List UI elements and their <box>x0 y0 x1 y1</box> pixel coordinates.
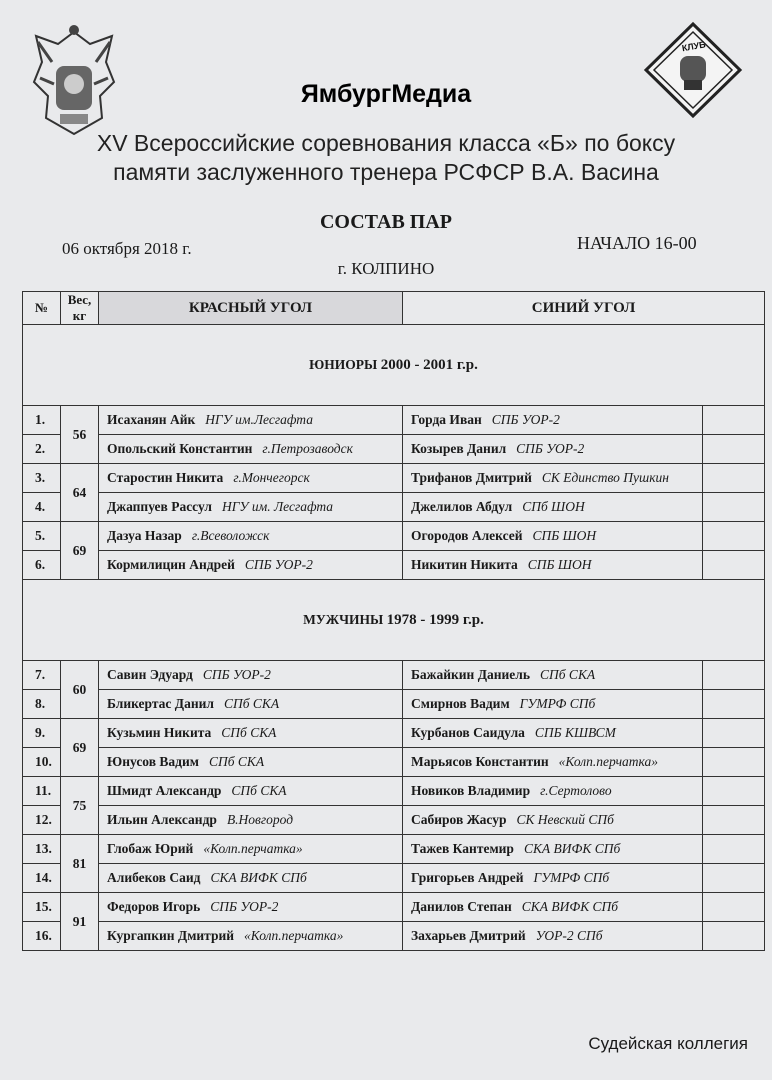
red-corner-boxer <box>99 806 403 835</box>
blue-boxer-club: СПб СКА <box>540 667 596 682</box>
red-boxer-name: Кургапкин Дмитрий <box>107 928 235 943</box>
pair-number: 1. <box>23 406 61 435</box>
weight-class: 69 <box>61 522 99 580</box>
header-weight-unit: кг <box>72 308 87 323</box>
blue-boxer-club: СПб ШОН <box>522 499 585 514</box>
red-boxer-name: Федоров Игорь <box>107 899 201 914</box>
category-title <box>23 325 765 406</box>
blue-boxer-club: СПБ ШОН <box>532 528 597 543</box>
red-boxer-club: СПб СКА <box>223 696 280 711</box>
blue-boxer-name: Григорьев Андрей <box>411 870 524 885</box>
pair-number: 10. <box>23 748 61 777</box>
result-cell <box>703 661 765 690</box>
weight-class: 69 <box>61 719 99 777</box>
red-corner-boxer <box>99 777 403 806</box>
blue-boxer-name: Смирнов Вадим <box>411 696 510 711</box>
category-row <box>23 325 765 406</box>
red-boxer-name: Юнусов Вадим <box>107 754 199 769</box>
blue-boxer-club: СПБ КШВСМ <box>534 725 616 740</box>
pair-number: 15. <box>23 893 61 922</box>
pair-number: 4. <box>23 493 61 522</box>
judges-signature-label: Судейская коллегия <box>588 1034 748 1053</box>
red-boxer-club: СПб СКА <box>231 783 287 798</box>
blue-boxer-name: Огородов Алексей <box>411 528 523 543</box>
result-cell <box>703 522 765 551</box>
red-corner-boxer <box>99 493 403 522</box>
table-row <box>23 719 765 748</box>
header-number: № <box>23 292 61 325</box>
red-corner-boxer <box>99 435 403 464</box>
blue-boxer-club: СПБ ШОН <box>527 557 592 572</box>
category-name: МУЖЧИНЫ <box>303 611 384 627</box>
red-corner-boxer <box>99 922 403 951</box>
result-cell <box>703 748 765 777</box>
start-time: НАЧАЛО 16-00 <box>577 233 697 253</box>
result-cell <box>703 435 765 464</box>
header-red-corner: КРАСНЫЙ УГОЛ <box>99 292 403 325</box>
red-boxer-club: НГУ им.Лесгафта <box>205 412 313 427</box>
pair-number: 2. <box>23 435 61 464</box>
red-boxer-name: Дазуа Назар <box>107 528 182 543</box>
red-boxer-club: СПб СКА <box>221 725 277 740</box>
table-row <box>23 893 765 922</box>
table-row <box>23 661 765 690</box>
category-years: 1978 - 1999 г.р. <box>386 611 484 628</box>
red-corner-boxer <box>99 406 403 435</box>
blue-boxer-club: СПБ УОР-2 <box>516 441 585 456</box>
blue-boxer-name: Горда Иван <box>411 412 482 427</box>
red-boxer-club: «Колп.перчатка» <box>203 841 303 856</box>
table-row <box>23 551 765 580</box>
red-boxer-club: «Колп.перчатка» <box>244 928 344 943</box>
table-row <box>23 864 765 893</box>
result-cell <box>703 835 765 864</box>
blue-boxer-name: Тажев Кантемир <box>411 841 514 856</box>
blue-corner-boxer <box>403 406 703 435</box>
event-title-line-1: XV Всероссийские соревнования класса «Б» по боксу <box>96 130 676 156</box>
red-boxer-club: НГУ им. Лесгафта <box>222 499 334 514</box>
blue-corner-boxer <box>403 719 703 748</box>
red-boxer-name: Старостин Никита <box>107 470 224 485</box>
table-row <box>23 777 765 806</box>
table-row <box>23 806 765 835</box>
result-cell <box>703 406 765 435</box>
weight-class: 64 <box>61 464 99 522</box>
pair-number: 5. <box>23 522 61 551</box>
blue-boxer-name: Новиков Владимир <box>411 783 531 798</box>
blue-corner-boxer <box>403 551 703 580</box>
red-corner-boxer <box>99 864 403 893</box>
pair-number: 9. <box>23 719 61 748</box>
red-corner-boxer <box>99 719 403 748</box>
header-blue-corner: СИНИЙ УГОЛ <box>403 292 765 325</box>
blue-boxer-club: г.Сертолово <box>540 783 612 798</box>
blue-boxer-name: Захарьев Дмитрий <box>411 928 526 943</box>
blue-corner-boxer <box>403 893 703 922</box>
header-weight-label: Вес, <box>67 292 92 307</box>
weight-class: 56 <box>61 406 99 464</box>
category-years: 2000 - 2001 г.р. <box>380 356 478 373</box>
red-boxer-name: Алибеков Саид <box>107 870 201 885</box>
blue-corner-boxer <box>403 493 703 522</box>
red-corner-boxer <box>99 748 403 777</box>
red-boxer-name: Джаппуев Рассул <box>107 499 212 514</box>
pair-number: 12. <box>23 806 61 835</box>
blue-boxer-name: Козырев Данил <box>411 441 507 456</box>
red-corner-boxer <box>99 893 403 922</box>
blue-corner-boxer <box>403 661 703 690</box>
blue-boxer-club: ГУМРФ СПб <box>533 870 610 885</box>
weight-class: 81 <box>61 835 99 893</box>
event-title-line-2: памяти заслуженного тренера РСФСР В.А. Васина <box>113 159 659 185</box>
blue-boxer-club: УОР-2 СПб <box>535 928 603 943</box>
blue-corner-boxer <box>403 748 703 777</box>
result-cell <box>703 922 765 951</box>
red-corner-boxer <box>99 690 403 719</box>
blue-corner-boxer <box>403 835 703 864</box>
blue-boxer-name: Марьясов Константин <box>411 754 549 769</box>
pair-number: 8. <box>23 690 61 719</box>
event-date: 06 октября 2018 г. <box>62 239 192 258</box>
red-corner-boxer <box>99 464 403 493</box>
pair-number: 16. <box>23 922 61 951</box>
pairs-table <box>22 291 765 951</box>
blue-boxer-name: Никитин Никита <box>411 557 518 572</box>
event-city: г. КОЛПИНО <box>337 259 435 278</box>
blue-boxer-club: СК Единство Пушкин <box>541 470 669 485</box>
table-row <box>23 493 765 522</box>
category-name: ЮНИОРЫ <box>309 356 378 372</box>
weight-class: 60 <box>61 661 99 719</box>
table-row <box>23 435 765 464</box>
result-cell <box>703 493 765 522</box>
red-corner-boxer <box>99 551 403 580</box>
blue-boxer-name: Курбанов Саидула <box>411 725 525 740</box>
table-row <box>23 922 765 951</box>
red-boxer-name: Савин Эдуард <box>107 667 193 682</box>
red-boxer-club: СПБ УОР-2 <box>202 667 271 682</box>
red-boxer-club: СКА ВИФК СПб <box>210 870 307 885</box>
red-boxer-name: Ильин Александр <box>107 812 217 827</box>
result-cell <box>703 864 765 893</box>
pair-number: 6. <box>23 551 61 580</box>
red-boxer-club: В.Новгород <box>226 812 294 827</box>
blue-boxer-club: СКА ВИФК СПб <box>523 841 621 856</box>
blue-boxer-name: Джелилов Абдул <box>411 499 513 514</box>
blue-boxer-club: ГУМРФ СПб <box>519 696 596 711</box>
red-corner-boxer <box>99 661 403 690</box>
blue-corner-boxer <box>403 922 703 951</box>
result-cell <box>703 719 765 748</box>
result-cell <box>703 464 765 493</box>
red-corner-boxer <box>99 522 403 551</box>
result-cell <box>703 806 765 835</box>
red-boxer-club: СПБ УОР-2 <box>244 557 313 572</box>
result-cell <box>703 777 765 806</box>
red-boxer-club: СПБ УОР-2 <box>210 899 279 914</box>
result-cell <box>703 690 765 719</box>
result-cell <box>703 893 765 922</box>
blue-boxer-club: СПБ УОР-2 <box>491 412 560 427</box>
blue-boxer-name: Бажайкин Даниель <box>411 667 531 682</box>
blue-boxer-name: Сабиров Жасур <box>411 812 507 827</box>
red-boxer-name: Исаханян Айк <box>107 412 196 427</box>
blue-corner-boxer <box>403 806 703 835</box>
red-boxer-club: г.Всеволожск <box>191 528 270 543</box>
weight-class: 91 <box>61 893 99 951</box>
red-boxer-club: г.Петрозаводск <box>262 441 353 456</box>
blue-boxer-name: Данилов Степан <box>411 899 512 914</box>
red-boxer-name: Бликертас Данил <box>107 696 214 711</box>
blue-boxer-club: СК Невский СПб <box>516 812 614 827</box>
table-header-row <box>23 292 765 325</box>
pair-number: 14. <box>23 864 61 893</box>
blue-boxer-name: Трифанов Дмитрий <box>411 470 532 485</box>
red-boxer-club: г.Мончегорск <box>233 470 310 485</box>
blue-boxer-club: «Колп.перчатка» <box>558 754 659 769</box>
weight-class: 75 <box>61 777 99 835</box>
pair-number: 11. <box>23 777 61 806</box>
table-row <box>23 835 765 864</box>
pair-number: 3. <box>23 464 61 493</box>
red-boxer-club: СПб СКА <box>208 754 265 769</box>
blue-corner-boxer <box>403 435 703 464</box>
category-title <box>23 580 765 661</box>
red-boxer-name: Кормилицин Андрей <box>107 557 235 572</box>
header-weight <box>61 292 99 325</box>
page-heading: СОСТАВ ПАР <box>319 211 453 233</box>
brand-watermark: ЯмбургМедиа <box>300 80 472 108</box>
blue-corner-boxer <box>403 777 703 806</box>
red-boxer-name: Опольский Константин <box>107 441 253 456</box>
table-row <box>23 690 765 719</box>
pair-number: 7. <box>23 661 61 690</box>
red-boxer-name: Глобаж Юрий <box>107 841 194 856</box>
table-row <box>23 406 765 435</box>
red-corner-boxer <box>99 835 403 864</box>
blue-corner-boxer <box>403 464 703 493</box>
blue-corner-boxer <box>403 864 703 893</box>
red-boxer-name: Кузьмин Никита <box>107 725 212 740</box>
blue-corner-boxer <box>403 690 703 719</box>
blue-boxer-club: СКА ВИФК СПб <box>521 899 619 914</box>
svg-text:КЛУБ: КЛУБ <box>681 39 707 54</box>
category-row <box>23 580 765 661</box>
table-row <box>23 464 765 493</box>
table-row <box>23 748 765 777</box>
result-cell <box>703 551 765 580</box>
red-boxer-name: Шмидт Александр <box>107 783 222 798</box>
blue-corner-boxer <box>403 522 703 551</box>
table-row <box>23 522 765 551</box>
pair-number: 13. <box>23 835 61 864</box>
